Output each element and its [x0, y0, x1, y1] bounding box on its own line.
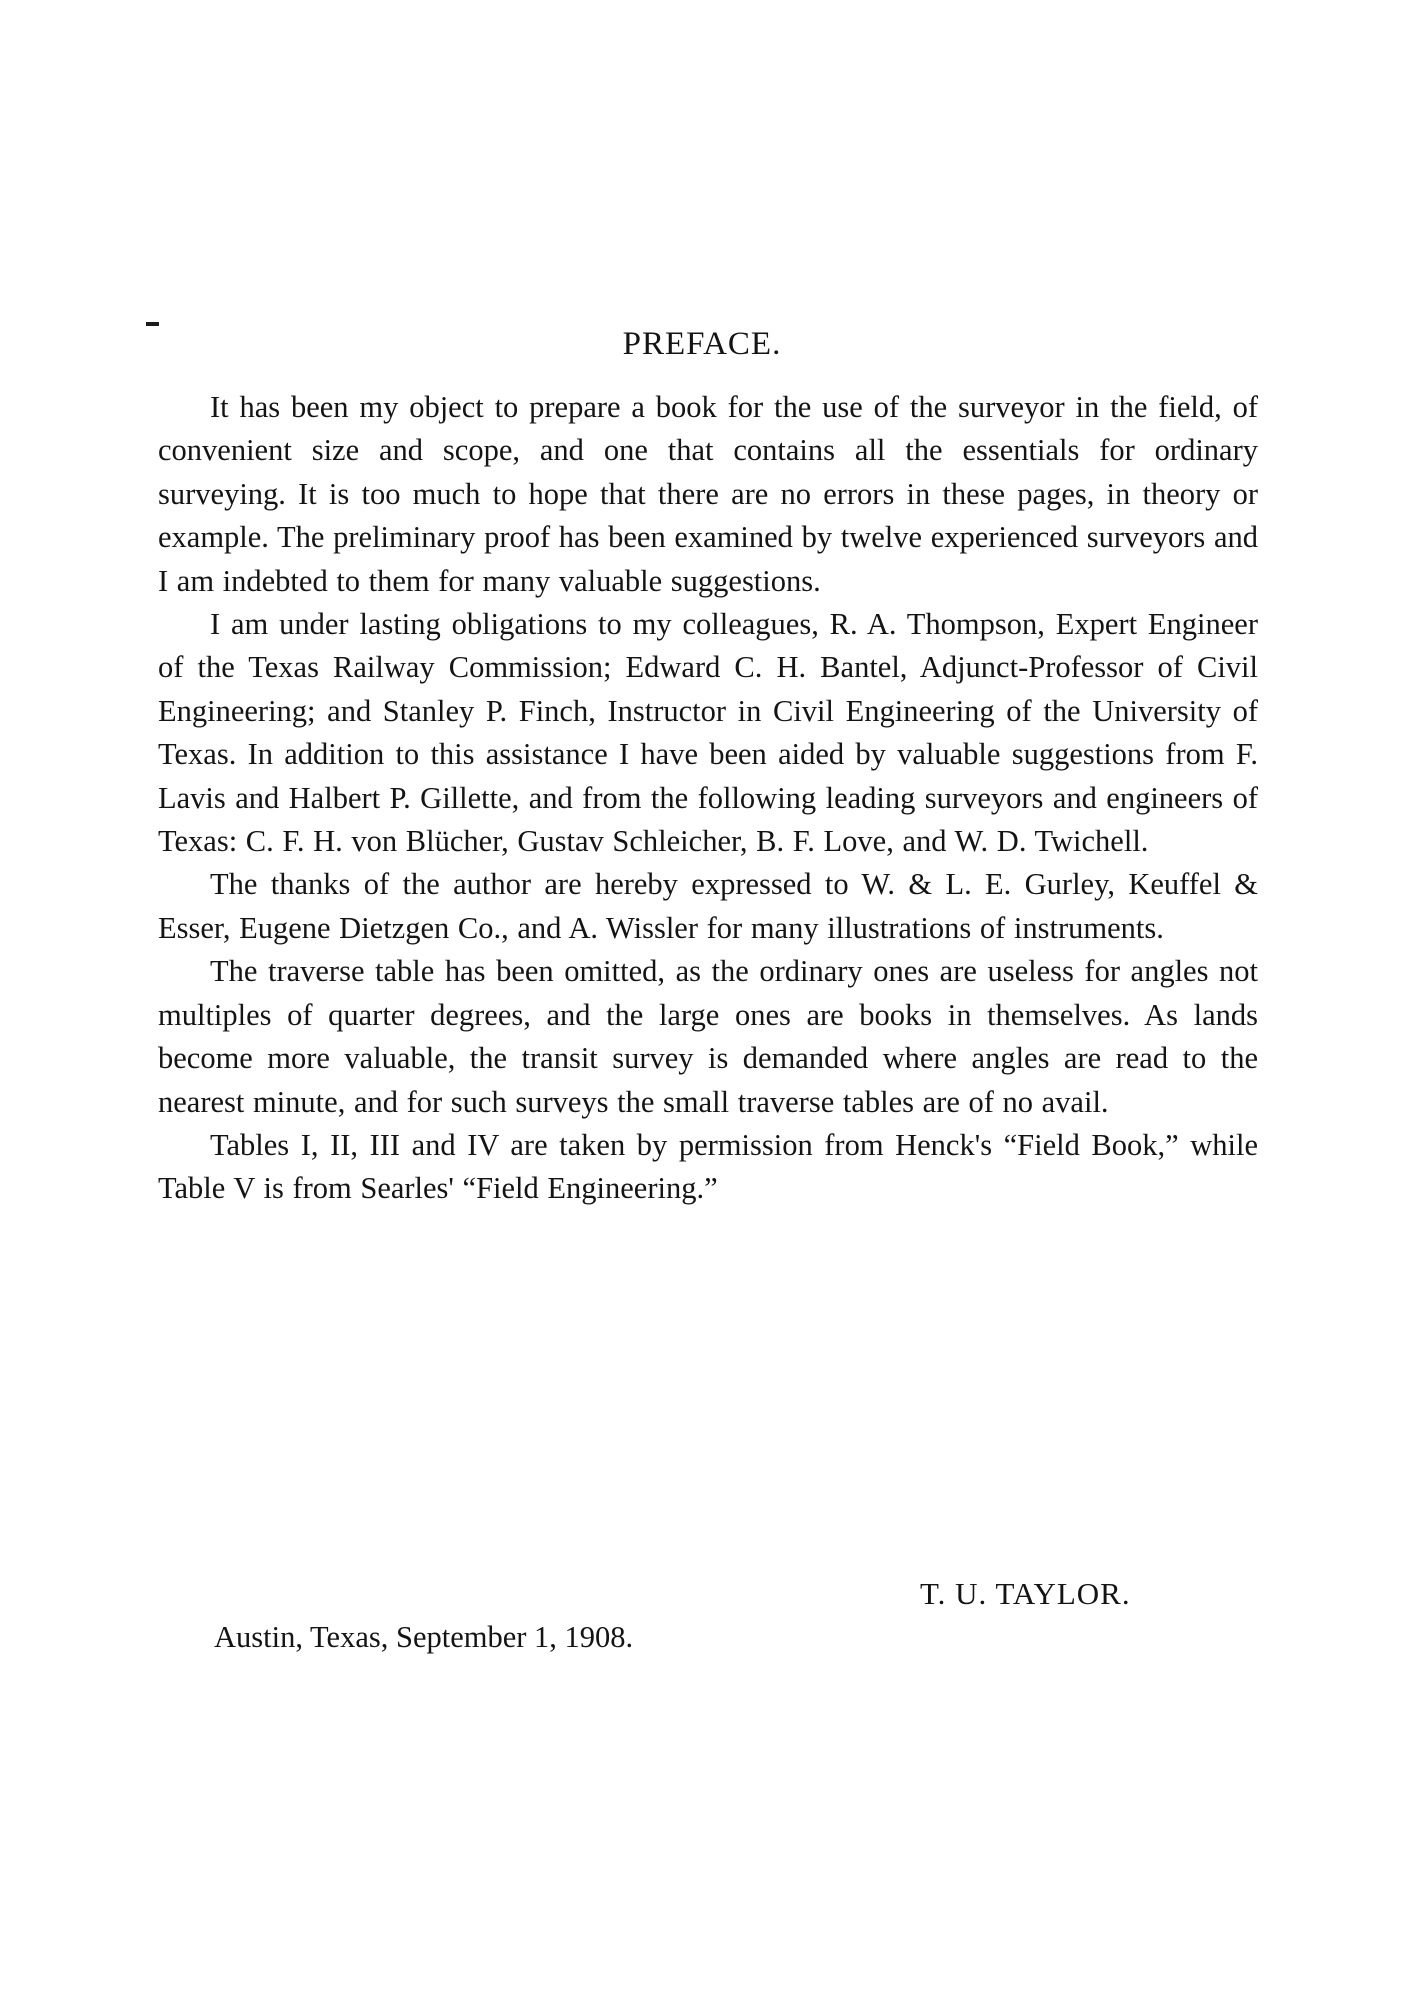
preface-body: [158, 386, 1258, 1211]
preface-paragraph-3: The thanks of the author are hereby expressed to W. & L. E. Gurley, Keuffel & Esser, Eugene Dietzgen Co., and A. Wissler for many illustrations of instruments.: [158, 867, 1258, 945]
preface-paragraph-2: I am under lasting obligations to my colleagues, R. A. Thompson, Expert Engineer of the Texas Railway Commission; Edward C. H. Bantel, Adjunct-Professor of Civil Engineering; and Stanley P. Finch, Instructor in Civil Engineering of the University of Texas. In addition to this assistance I have been aided by valuable suggestions from F. Lavis and Halbert P. Gillette, and from the following leading surveyors and engineers of Texas: C. F. H. von Blücher, Gustav Schleicher, B. F. Love, and W. D. Twichell.: [158, 607, 1258, 859]
author-signature: T. U. TAYLOR.: [920, 1576, 1131, 1611]
preface-paragraph-5: Tables I, II, III and IV are taken by permission from Henck's “Field Book,” while Table V is from Searles' “Field Engineering.”: [158, 1127, 1258, 1206]
place-and-date: Austin, Texas, September 1, 1908.: [214, 1620, 634, 1654]
preface-paragraph-4: The traverse table has been omitted, as the ordinary ones are useless for angles not multiples of quarter degrees, and the large ones are books in themselves. As lands become more valuable, the transit survey is demanded where angles are read to the nearest minute, and for such surveys the small traverse tables are of no avail.: [158, 954, 1258, 1119]
preface-paragraph-1: It has been my object to prepare a book for the use of the surveyor in the field, of convenient size and scope, and one that contains all the essentials for ordinary surveying. It is too much to hope that there are no errors in these pages, in theory or example. The preliminary proof has been examined by twelve experienced surveyors and I am indebted to them for many valuable suggestions.: [158, 390, 1258, 598]
page-title: PREFACE.: [622, 326, 782, 362]
